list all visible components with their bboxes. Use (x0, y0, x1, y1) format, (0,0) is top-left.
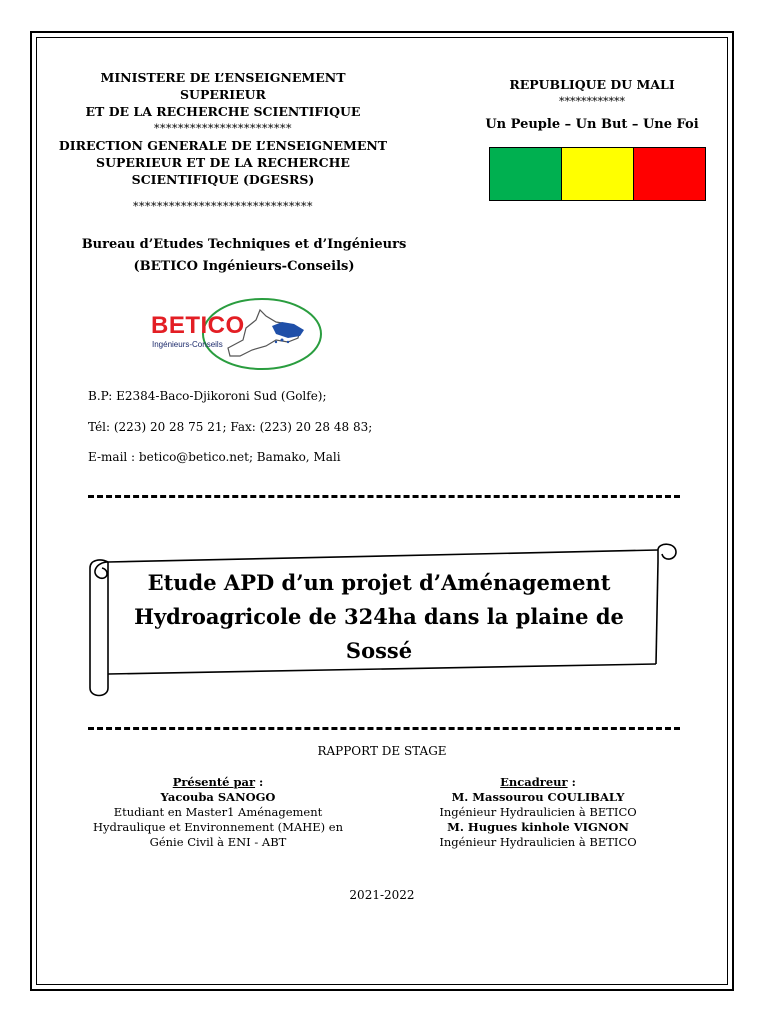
contact-email: E-mail : betico@betico.net; Bamako, Mali (88, 450, 341, 464)
supervisor-role-1: Ingénieur Hydraulicien à BETICO (439, 805, 637, 819)
ministry-line-2: ET DE LA RECHERCHE SCIENTIFIQUE (85, 104, 361, 119)
national-motto: Un Peuple – Un But – Une Foi (485, 117, 699, 132)
contact-address: B.P: E2384-Baco-Djikoroni Sud (Golfe); (88, 389, 327, 403)
direction-line-1: DIRECTION GENERALE DE L’ENSEIGNEMENT (58, 138, 388, 153)
title-line-3: Sossé (345, 638, 413, 663)
flag-stripe-yellow (562, 148, 633, 200)
republic-header (484, 76, 700, 133)
supervisor-name-1: M. Massourou COULIBALY (451, 790, 625, 804)
bureau-line-1: Bureau d’Etudes Techniques et d’Ingénieurs (81, 237, 407, 252)
title-line-2: Hydroagricole de 324ha dans la plaine de (134, 604, 624, 629)
presenter-label-colon: : (255, 775, 264, 789)
betico-logo (148, 298, 324, 372)
logo-brand: BETICO (151, 312, 245, 339)
republic-title: REPUBLIQUE DU MALI (509, 77, 675, 92)
presenter-block (68, 775, 368, 850)
bureau-block (58, 234, 430, 278)
supervisor-label-colon: : (567, 775, 576, 789)
academic-year: 2021-2022 (349, 888, 415, 902)
supervisor-role-2: Ingénieur Hydraulicien à BETICO (439, 835, 637, 849)
contact-phone: Tél: (223) 20 28 75 21; Fax: (223) 20 28 48 83; (88, 420, 373, 434)
stars-separator-2: ****************************** (133, 200, 313, 213)
stars-separator-1: *********************** (154, 122, 292, 135)
ministry-header (58, 69, 388, 215)
presenter-desc-3: Génie Civil à ENI - ABT (149, 835, 287, 849)
supervisor-name-2: M. Hugues kinhole VIGNON (447, 820, 629, 834)
logo-subtitle: Ingénieurs-Conseils (152, 340, 223, 349)
supervisor-block (404, 775, 672, 850)
bureau-line-2: (BETICO Ingénieurs-Conseils) (133, 259, 355, 274)
flag-stripe-green (490, 148, 561, 200)
direction-line-2: SUPERIEUR ET DE LA RECHERCHE (96, 155, 350, 170)
title-line-1: Etude APD d’un projet d’Aménagement (147, 570, 611, 595)
direction-line-3: SCIENTIFIQUE (DGESRS) (131, 172, 315, 187)
presenter-desc-1: Etudiant en Master1 Aménagement (113, 805, 323, 819)
flag-stripe-red (634, 148, 705, 200)
report-title (120, 566, 638, 668)
supervisor-label: Encadreur (500, 775, 568, 789)
presenter-label: Présenté par (172, 775, 256, 789)
republic-stars: ************ (559, 95, 625, 108)
presenter-desc-2: Hydraulique et Environnement (MAHE) en (92, 820, 344, 834)
report-type: RAPPORT DE STAGE (317, 744, 447, 758)
presenter-name: Yacouba SANOGO (160, 790, 276, 804)
dashed-divider-top (88, 495, 680, 498)
mali-flag (489, 147, 706, 201)
dashed-divider-bottom (88, 727, 680, 730)
ministry-line-1: MINISTERE DE L’ENSEIGNEMENT SUPERIEUR (100, 70, 346, 102)
